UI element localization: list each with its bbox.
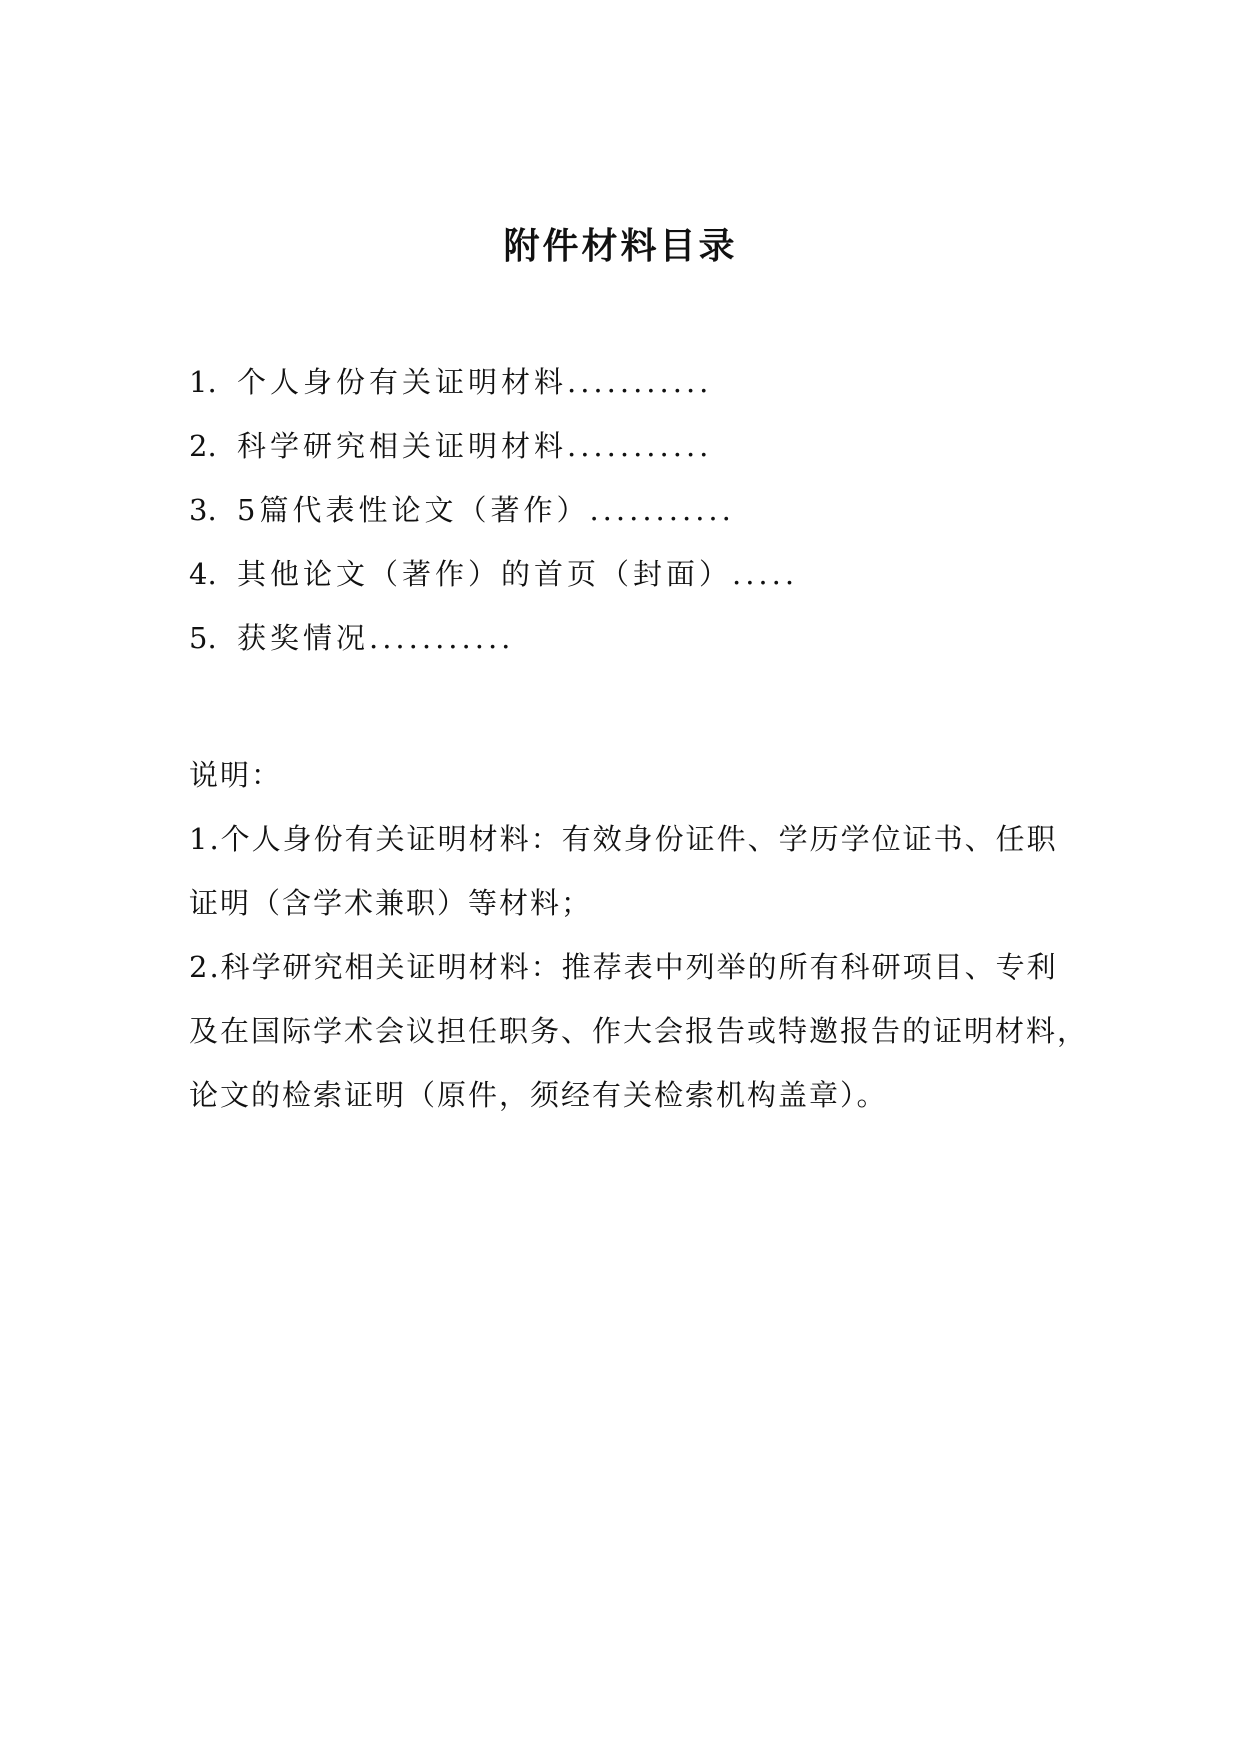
toc-item (189, 485, 1089, 549)
toc-item (189, 549, 1089, 613)
page-title: 附件材料目录 (503, 226, 738, 267)
toc-item-text: 科学研究相关证明材料........... (237, 429, 713, 463)
notes-heading: 说明： (189, 758, 283, 792)
toc-list (189, 357, 1089, 677)
note-line: 1.个人身份有关证明材料：有效身份证件、学历学位证书、任职 (189, 822, 1058, 856)
toc-item (189, 613, 1089, 677)
toc-item-text: 其他论文（著作）的首页（封面）..... (237, 557, 799, 591)
toc-item-text: 个人身份有关证明材料........... (237, 365, 713, 399)
toc-item-text: 5篇代表性论文（著作）........... (237, 493, 735, 527)
toc-item (189, 421, 1089, 485)
toc-item-number: 2. (189, 429, 217, 463)
note-line: 证明（含学术兼职）等材料； (189, 886, 593, 920)
note-line: 2.科学研究相关证明材料：推荐表中列举的所有科研项目、专利 (189, 950, 1058, 984)
notes-section (189, 750, 1089, 1134)
toc-item (189, 357, 1089, 421)
note-line: 论文的检索证明（原件，须经有关检索机构盖章）。 (189, 1078, 888, 1112)
toc-item-number: 3. (189, 493, 217, 527)
toc-item-number: 5. (189, 621, 217, 655)
note-line: 及在国际学术会议担任职务、作大会报告或特邀报告的证明材料， (189, 1014, 1089, 1048)
toc-item-number: 1. (189, 365, 217, 399)
toc-item-number: 4. (189, 557, 217, 591)
toc-item-text: 获奖情况........... (237, 621, 515, 655)
